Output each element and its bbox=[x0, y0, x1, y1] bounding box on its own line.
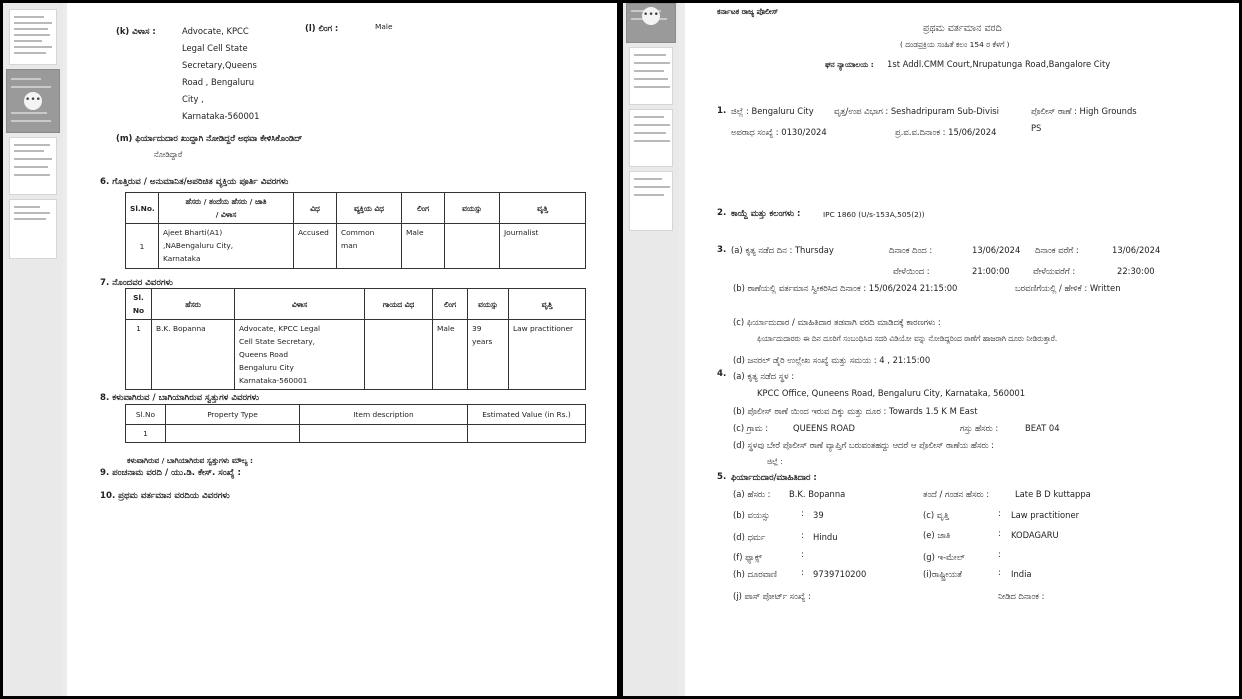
page-thumbnail[interactable] bbox=[9, 137, 57, 195]
section-3-number: 3. bbox=[717, 245, 727, 255]
header-sl: Sl.No. bbox=[126, 193, 159, 224]
page-thumbnail-selected[interactable] bbox=[626, 3, 676, 43]
police-station-cont: PS bbox=[1031, 123, 1042, 133]
from-time-label: ವೇಳೆಯಿಂದ : bbox=[893, 266, 930, 276]
witness-answer: ನೋಡಿದ್ದಾರೆ bbox=[154, 150, 183, 159]
caste-label: (e) ಜಾತಿ bbox=[923, 530, 951, 540]
religion-value: Hindu bbox=[813, 532, 838, 542]
act-sections-value: IPC 1860 (U/s-153A,505(2)) bbox=[823, 210, 925, 219]
header-gender: ಲಿಂಗ bbox=[402, 193, 445, 224]
document-page-right bbox=[685, 3, 1239, 696]
header-occupation: ವೃತ್ತಿ bbox=[500, 193, 586, 224]
page-thumbnail[interactable] bbox=[629, 109, 673, 167]
stolen-value-label: ಕಳುವಾಗಿರುವ / ಬಾಗಿಯಾಗಿರುವ ಸ್ವತ್ತುಗಳು ಮೌಲ್ಯ : bbox=[127, 456, 253, 465]
cell-injury bbox=[365, 320, 433, 390]
to-date-label: ದಿನಾಂಕ ವರೆಗೆ : bbox=[1035, 245, 1079, 255]
cell-age bbox=[445, 224, 500, 269]
from-time: 21:00:00 bbox=[972, 266, 1010, 276]
age-value: 39 bbox=[813, 510, 824, 520]
department-name: ಕರ್ನಾಟಕ ರಾಜ್ಯ ಪೊಲೀಸ್ bbox=[717, 7, 779, 16]
court-label: ಘನ ನ್ಯಾಯಾಲಯ : bbox=[825, 60, 874, 69]
section-2-number: 2. bbox=[717, 208, 727, 218]
occupation-value: Law practitioner bbox=[1011, 510, 1080, 520]
general-diary-ref: (d) ಜನರಲ್ ಡೈರಿ ಉಲ್ಲೇಖ ಸಂಖ್ಯೆ ಮತ್ತು ಸಮಯ : 4 , 21:15:00 bbox=[733, 355, 931, 365]
header-sl: Sl.No bbox=[126, 405, 166, 425]
cell-sl: 1 bbox=[126, 320, 152, 390]
fir-date: ಪ್ರ.ವ.ವ.ದಿನಾಂಕ : 15/06/2024 bbox=[895, 127, 997, 137]
email-label: (g) ಇ-ಮೇಲ್ bbox=[923, 552, 965, 562]
caste-colon: : bbox=[998, 528, 1001, 538]
email-colon: : bbox=[998, 549, 1001, 559]
caste-value: KODAGARU bbox=[1011, 530, 1059, 540]
act-sections-label: ಕಾಯ್ದೆ ಮತ್ತು ಕಲಂಗಳು : bbox=[731, 208, 801, 218]
accused-table bbox=[125, 192, 586, 269]
sub-division: ವೃತ್ತ/ಉಪ ವಿಭಾಗ : Seshadripuram Sub-Divisi bbox=[834, 106, 999, 116]
more-options-icon[interactable]: ••• bbox=[642, 7, 660, 25]
header-estimated-value: Estimated Value (in Rs.) bbox=[468, 405, 586, 425]
cell-name: Ajeet Bharti(A1) ,NABengaluru City, Karnataka bbox=[159, 224, 294, 269]
age-label: (b) ವಯಸ್ಸು bbox=[733, 510, 770, 520]
page-thumbnail[interactable] bbox=[9, 9, 57, 65]
occupation-label: (c) ವೃತ್ತಿ bbox=[923, 510, 949, 520]
right-viewer bbox=[623, 3, 1239, 696]
cell-empty bbox=[300, 425, 468, 443]
header-name: ಹೆಸರು / ತಂದೆಯ ಹೆಸರು / ಜಾತಿ / ವಿಳಾಸ bbox=[159, 193, 294, 224]
name-label: (a) ಹೆಸರು : bbox=[733, 489, 771, 499]
address-line: Karnataka-560001 bbox=[182, 111, 260, 121]
father-label: ತಂದೆ / ಗಂಡನ ಹೆಸರು : bbox=[923, 489, 990, 499]
age-colon: : bbox=[801, 508, 804, 518]
header-person-type: ವ್ಯಕ್ತಿಯ ವಿಧ bbox=[337, 193, 402, 224]
document-page-left bbox=[67, 3, 617, 696]
to-date: 13/06/2024 bbox=[1112, 245, 1161, 255]
cell-empty bbox=[166, 425, 300, 443]
father-value: Late B D kuttappa bbox=[1015, 489, 1091, 499]
police-station: ಪೊಲೀಸ್ ಠಾಣೆ : High Grounds bbox=[1031, 106, 1137, 116]
direction-distance: (b) ಪೊಲೀಸ್ ಠಾಣೆ ಯಿಂದ ಇರುವ ದಿಕ್ಕು ಮತ್ತು ದೂರ : Towards 1.5 K M East bbox=[733, 406, 978, 416]
header-type: ವಿಧ bbox=[294, 193, 337, 224]
cell-age: 39 years bbox=[468, 320, 509, 390]
header-name: ಹೆಸರು bbox=[152, 289, 235, 320]
address-line: Legal Cell State bbox=[182, 43, 248, 53]
section-7-heading: 7. ನೊಂದವರ ವಿವರಗಳು bbox=[100, 278, 173, 288]
delay-reason-value: ಫಿರ್ಯಾದುದಾರರು ಈ ದಿನ ದೂರಿಗೆ ಸಂಬಂಧಿಸಿದ ಸದರಿ ವಿಡಿಯೋ ವನ್ನು ನೋಡಿದ್ದರಿಂದ ಠಾಣೆಗೆ ಹಾಜರಾಗಿ ದೂರು ನೀಡಿರುತ್ತಾರೆ. bbox=[757, 334, 1058, 343]
section-6-heading: 6. ಗೊತ್ತಿರುವ / ಅನುಮಾನಿತ/ಅಪರಿಚಿತ ವ್ಯಕ್ತಿಯ ಪೂರ್ತಿ ವಿವರಗಳು bbox=[100, 177, 289, 187]
to-time: 22:30:00 bbox=[1117, 266, 1155, 276]
place-label: (a) ಕೃತ್ಯ ನಡೆದ ಸ್ಥಳ : bbox=[733, 371, 795, 381]
header-gender: ಲಿಂಗ bbox=[433, 289, 468, 320]
written-oral: ಬರವಣಿಗೆಯಲ್ಲಿ / ಹೇಳಿಕೆ : Written bbox=[1015, 283, 1121, 293]
property-table bbox=[125, 404, 586, 443]
table-row bbox=[126, 425, 586, 443]
page-thumbnail[interactable] bbox=[629, 171, 673, 231]
section-8-heading: 8. ಕಳುವಾಗಿರುವ / ಬಾಗಿಯಾಗಿರುವ ಸ್ವತ್ತುಗಳ ವಿವರಗಳು bbox=[100, 393, 260, 403]
section-9-heading: 9. ಪಂಚನಾಮ ವರದಿ / ಯು.ಡಿ. ಕೇಸ್. ಸಂಖ್ಯೆ : bbox=[100, 468, 241, 478]
thumbnail-sidebar-right bbox=[623, 3, 679, 696]
section-5-number: 5. bbox=[717, 472, 727, 482]
cell-sl: 1 bbox=[126, 224, 159, 269]
section-10-heading: 10. ಪ್ರಥಮ ವರ್ತಮಾನ ವರದಿಯ ವಿವರಗಳು bbox=[100, 491, 230, 501]
gender-value: Male bbox=[375, 22, 393, 31]
cell-person-type: Common man bbox=[337, 224, 402, 269]
nationality-label: (i)ರಾಷ್ಟ್ರೀಯತೆ bbox=[923, 569, 962, 579]
cell-empty bbox=[468, 425, 586, 443]
religion-colon: : bbox=[801, 530, 804, 540]
left-viewer bbox=[3, 3, 617, 696]
address-line: Secretary,Queens bbox=[182, 60, 257, 70]
victim-table bbox=[125, 288, 586, 390]
section-4-number: 4. bbox=[717, 369, 727, 379]
page-thumbnail[interactable] bbox=[629, 47, 673, 105]
header-occupation: ವೃತ್ತಿ bbox=[509, 289, 586, 320]
more-options-icon[interactable]: ••• bbox=[24, 92, 42, 110]
witness-question: (m) ಫಿರ್ಯಾದುದಾರ ಖುದ್ದಾಗಿ ನೋಡಿದ್ದರೆ ಅಥವಾ ಕೇಳಿಸಿಕೊಂಡಿದ್ bbox=[116, 133, 303, 143]
info-received: (b) ಠಾಣೆಯಲ್ಲಿ ವರ್ತಮಾನ ಸ್ವೀಕರಿಸಿದ ದಿನಾಂಕ : 15/06/2024 21:15:00 bbox=[733, 283, 958, 293]
cell-gender: Male bbox=[433, 320, 468, 390]
passport-label: (j) ಪಾಸ್ ಪೋರ್ಟ್ ಸಂಖ್ಯೆ : bbox=[733, 591, 811, 601]
passport-issue-date-label: ನೀಡಿದ ದಿನಾಂಕ : bbox=[998, 591, 1045, 601]
document-subtitle: ( ದಂಡಪ್ರಕ್ರಿಯ ಸಂಹಿತೆ ಕಲಂ 154 ರ ಕೆಳಗೆ ) bbox=[900, 40, 1010, 49]
court-value: 1st Addl.CMM Court,Nrupatunga Road,Bangalore City bbox=[887, 59, 1111, 69]
header-address: ವಿಳಾಸ bbox=[235, 289, 365, 320]
section-1-number: 1. bbox=[717, 106, 727, 116]
cell-occupation: Law practitioner bbox=[509, 320, 586, 390]
district: ಜಿಲ್ಲೆ : Bengaluru City bbox=[731, 106, 814, 116]
nationality-colon: : bbox=[998, 567, 1001, 577]
crime-number: ಅಪರಾಧ ಸಂಖ್ಯೆ : 0130/2024 bbox=[731, 127, 827, 137]
header-injury: ಗಾಯದ ವಿಧ bbox=[365, 289, 433, 320]
fax-colon: : bbox=[801, 549, 804, 559]
other-district: ಜಿಲ್ಲೆ : bbox=[767, 457, 783, 466]
header-property-type: Property Type bbox=[166, 405, 300, 425]
address-label: (k) ವಿಳಾಸ : bbox=[116, 26, 156, 36]
gender-label: (l) ಲಿಂಗ : bbox=[305, 23, 339, 33]
delay-reason-label: (c) ಫಿರ್ಯಾದುದಾರ / ಮಾಹಿತಿದಾರ ತಡವಾಗಿ ವರದಿ ಮಾಡಿದಕ್ಕೆ ಕಾರಣಗಳು : bbox=[733, 317, 941, 327]
phone-label: (h) ದೂರವಾಣಿ bbox=[733, 569, 777, 579]
address-line: Road , Bengaluru bbox=[182, 77, 255, 87]
phone-colon: : bbox=[801, 567, 804, 577]
religion-label: (d) ಧರ್ಮ bbox=[733, 532, 766, 542]
occupation-colon: : bbox=[998, 508, 1001, 518]
header-age: ವಯಸ್ಸು bbox=[468, 289, 509, 320]
cell-occupation: Journalist bbox=[500, 224, 586, 269]
other-station: (d) ಸ್ಥಳವು ಬೇರೆ ಪೊಲೀಸ್ ಠಾಣೆ ವ್ಯಾಪ್ತಿಗೆ ಬರುವಂತಹದ್ದು ಆದರೆ ಆ ಪೊಲೀಸ್ ಠಾಣೆಯ ಹೆಸರು : bbox=[733, 440, 994, 450]
name-value: B.K. Bopanna bbox=[789, 489, 846, 499]
from-date: 13/06/2024 bbox=[972, 245, 1021, 255]
header-sl: Sl. No bbox=[126, 289, 152, 320]
beat-label: ಗಸ್ತು ಹೆಸರು : bbox=[960, 423, 999, 433]
to-time-label: ವೇಳೆಯವರೆಗೆ : bbox=[1033, 266, 1076, 276]
cell-name: B.K. Bopanna bbox=[152, 320, 235, 390]
cell-sl: 1 bbox=[126, 425, 166, 443]
table-row bbox=[126, 224, 586, 269]
phone-value: 9739710200 bbox=[813, 569, 867, 579]
from-date-label: ದಿನಾಂಕ ದಿಂದ : bbox=[889, 245, 933, 255]
page-thumbnail[interactable] bbox=[9, 199, 57, 259]
place-value: KPCC Office, Quneens Road, Bengaluru City, Karnataka, 560001 bbox=[757, 388, 1026, 398]
address-line: Advocate, KPCC bbox=[182, 26, 249, 36]
nationality-value: India bbox=[1011, 569, 1032, 579]
document-title: ಪ್ರಥಮ ವರ್ತಮಾನ ವರದಿ bbox=[923, 23, 1002, 34]
beat-value: BEAT 04 bbox=[1025, 423, 1060, 433]
complainant-label: ಫಿರ್ಯಾದುದಾರ/ಮಾಹಿತಿದಾರ : bbox=[731, 472, 817, 482]
occurrence-day: (a) ಕೃತ್ಯ ನಡೆದ ದಿನ : Thursday bbox=[731, 245, 834, 255]
page-thumbnail-selected[interactable] bbox=[6, 69, 60, 133]
cell-gender: Male bbox=[402, 224, 445, 269]
village-value: QUEENS ROAD bbox=[793, 423, 855, 433]
header-age: ವಯಸ್ಸು bbox=[445, 193, 500, 224]
header-item-description: Item description bbox=[300, 405, 468, 425]
village-label: (c) ಗ್ರಾಮ : bbox=[733, 423, 769, 433]
thumbnail-sidebar-left bbox=[3, 3, 63, 696]
cell-address: Advocate, KPCC Legal Cell State Secretary, Queens Road Bengaluru City Karnataka-560001 bbox=[235, 320, 365, 390]
fax-label: (f) ಫ್ಯಾಕ್ಸ್ bbox=[733, 552, 762, 562]
address-line: City , bbox=[182, 94, 204, 104]
table-row bbox=[126, 320, 586, 390]
cell-type: Accused bbox=[294, 224, 337, 269]
